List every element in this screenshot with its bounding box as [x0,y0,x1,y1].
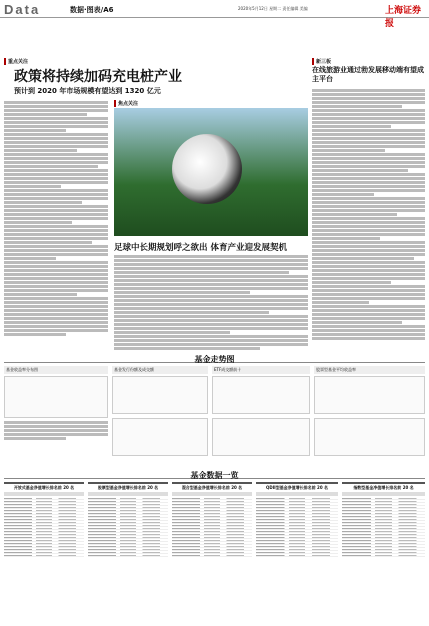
main-story-tag: 重点关注 [4,58,30,65]
page-header [0,0,429,29]
football-photo [114,108,308,236]
fund-table-3 [172,482,252,622]
feature-headline: 足球中长期规划呼之欲出 体育产业迎发展契机 [114,243,287,253]
fund-chart-3-title: ETF成交额前十 [212,366,310,374]
fund-chart-2-plot [112,376,208,414]
fund-table-section-title: 基金数据一览 [190,471,239,480]
fund-chart-1 [4,366,108,466]
main-story-body [4,100,108,348]
fund-chart-3b-plot [212,418,310,456]
section-mark: Data [4,2,41,17]
fund-table-4 [256,482,338,622]
fund-chart-4b-plot [314,418,425,456]
fund-chart-4-plot [314,376,425,414]
fund-section-title: 基金走势图 [194,355,235,364]
right-story-tag: 新三板 [312,58,333,65]
fund-table-3-title: 混合型基金净值增长排名前 20 名 [181,485,243,490]
fund-chart-2b-plot [112,418,208,456]
fund-chart-1-title: 基金收益率分布图 [4,366,108,374]
fund-table-1-title: 开放式基金净值增长排名前 20 名 [13,485,75,490]
fund-chart-4-title: 股票型基金平均收益率 [314,366,425,374]
main-subheadline: 预计到 2020 年市场规模有望达到 1320 亿元 [14,87,161,95]
issue-info: 2020年5月12日 星期二 责任编辑 美编 [238,6,308,11]
fund-table-section-bar [4,470,425,479]
feature-story-body [114,254,308,350]
fund-chart-2 [112,366,208,466]
fund-table-4-title: QDII型基金净值增长排名前 20 名 [265,485,329,490]
fund-section-bar [4,354,425,363]
right-headline: 在线旅游业通过勃发展移动端有望成主平台 [312,66,424,83]
fund-chart-2-title: 基金发行份额及成交额 [112,366,208,374]
main-headline: 政策将持续加码充电桩产业 [14,69,182,85]
fund-table-5 [342,482,425,622]
fund-table-2 [88,482,168,622]
newspaper-logo: 上海证券报 [385,6,422,29]
fund-chart-3 [212,366,310,466]
fund-table-1 [4,482,84,622]
fund-chart-3-plot [212,376,310,414]
football-icon [172,134,242,204]
right-story-body [312,88,425,350]
fund-table-5-title: 指数型基金净值增长排名前 20 名 [353,485,414,490]
section-title: 数据·图表/A6 [70,6,114,14]
fund-chart-4 [314,366,425,466]
feature-tag: 焦点关注 [114,100,140,107]
fund-chart-1-plot [4,376,108,418]
fund-table-2-title: 股票型基金净值增长排名前 20 名 [97,485,159,490]
